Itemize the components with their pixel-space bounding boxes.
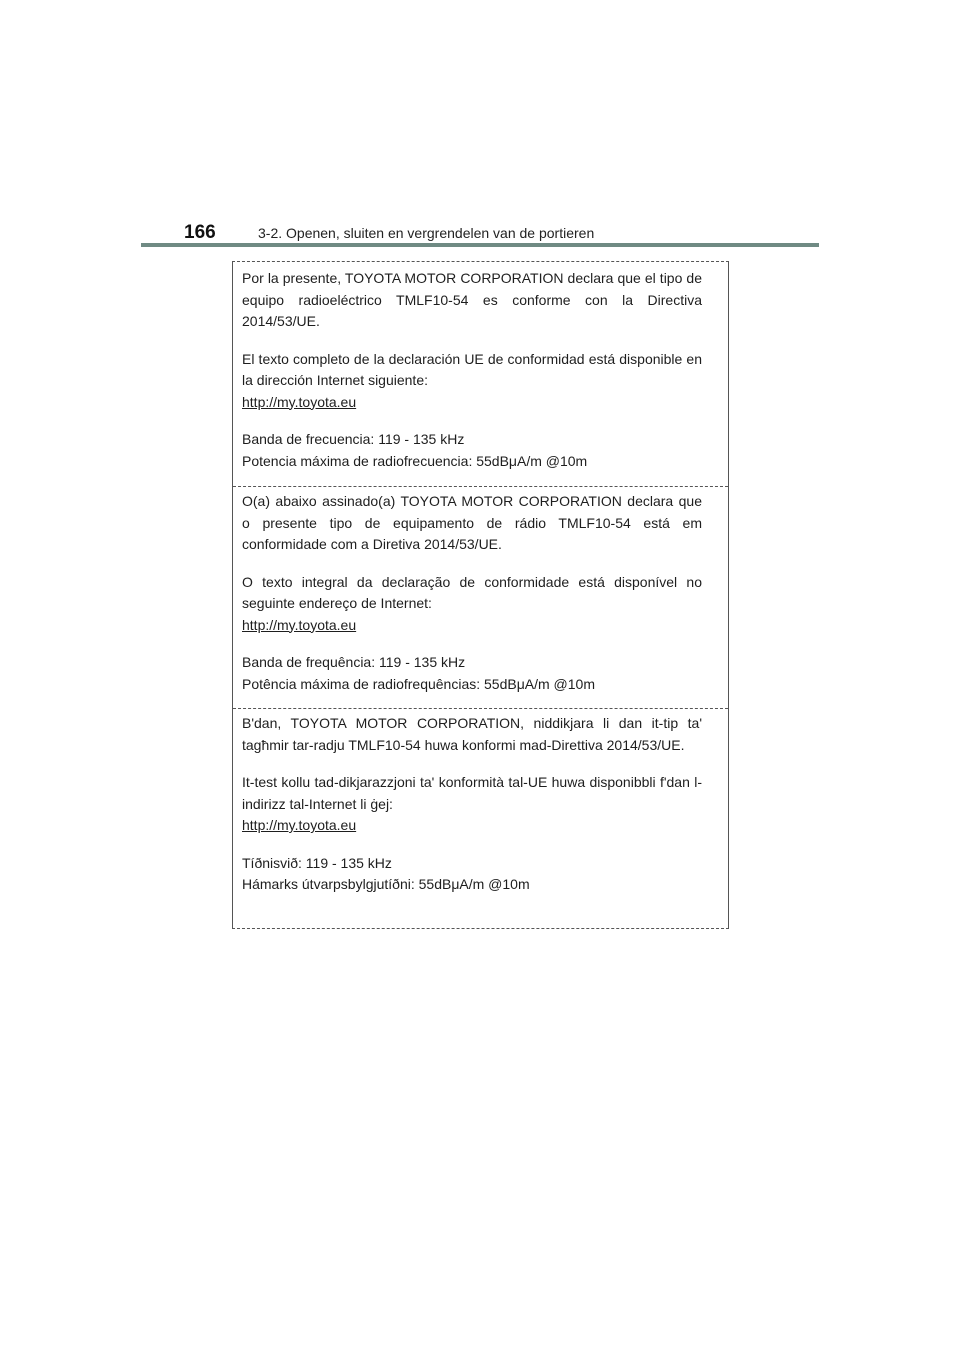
frequency-band: Banda de frecuencia: 119 - 135 kHz (242, 431, 465, 447)
max-power: Potencia máxima de radiofrecuencia: 55dBμA/m @10m (242, 452, 588, 469)
frequency-band: Tíðnisvið: 119 - 135 kHz (242, 854, 392, 871)
availability-text: El texto completo de la declaración UE de conformidad está disponible en la dirección Internet siguiente: (242, 350, 702, 388)
declaration-link[interactable]: http://my.toyota.eu (242, 393, 357, 410)
declaration-section-pt (233, 486, 728, 704)
declaration-link[interactable]: http://my.toyota.eu (242, 616, 357, 633)
page-number: 166 (184, 222, 216, 243)
frequency-band: Banda de frequência: 119 - 135 kHz (242, 654, 466, 670)
max-power: Potência máxima de radiofrequências: 55dBμA/m @10m (242, 675, 596, 692)
availability-text: O texto integral da declaração de conformidade está disponível no seguinte endereço de Internet: (242, 573, 702, 611)
page-header (184, 214, 594, 244)
max-power: Hámarks útvarpsbylgjutíðni: 55dBμA/m @10m (242, 876, 530, 892)
availability-text: It-test kollu tad-dikjarazzjoni ta' konformità tal-UE huwa disponibbli f'dan l-indirizz tal-Internet li ġej: (242, 774, 702, 812)
declaration-text: O(a) abaixo assinado(a) TOYOTA MOTOR CORPORATION declara que o presente tipo de equipamento de rádio TMLF10-54 está em conformidade com a Diretiva 2014/53/UE. (242, 493, 702, 552)
declaration-section-es (233, 264, 728, 482)
section-title: 3-2. Openen, sluiten en vergrendelen van de portieren (258, 225, 595, 241)
declaration-section-mt (233, 708, 728, 928)
declaration-text: Por la presente, TOYOTA MOTOR CORPORATION declara que el tipo de equipo radioeléctrico TMLF10-54 es conforme con la Directiva 2014/53/UE. (242, 270, 702, 329)
header-divider (141, 243, 819, 247)
declaration-box (232, 261, 729, 929)
declaration-link[interactable]: http://my.toyota.eu (242, 817, 357, 833)
declaration-text: B'dan, TOYOTA MOTOR CORPORATION, niddikjara li dan it-tip ta' tagħmir tar-radju TMLF10-54 huwa konformi mad-Direttiva 2014/53/UE. (242, 715, 702, 753)
